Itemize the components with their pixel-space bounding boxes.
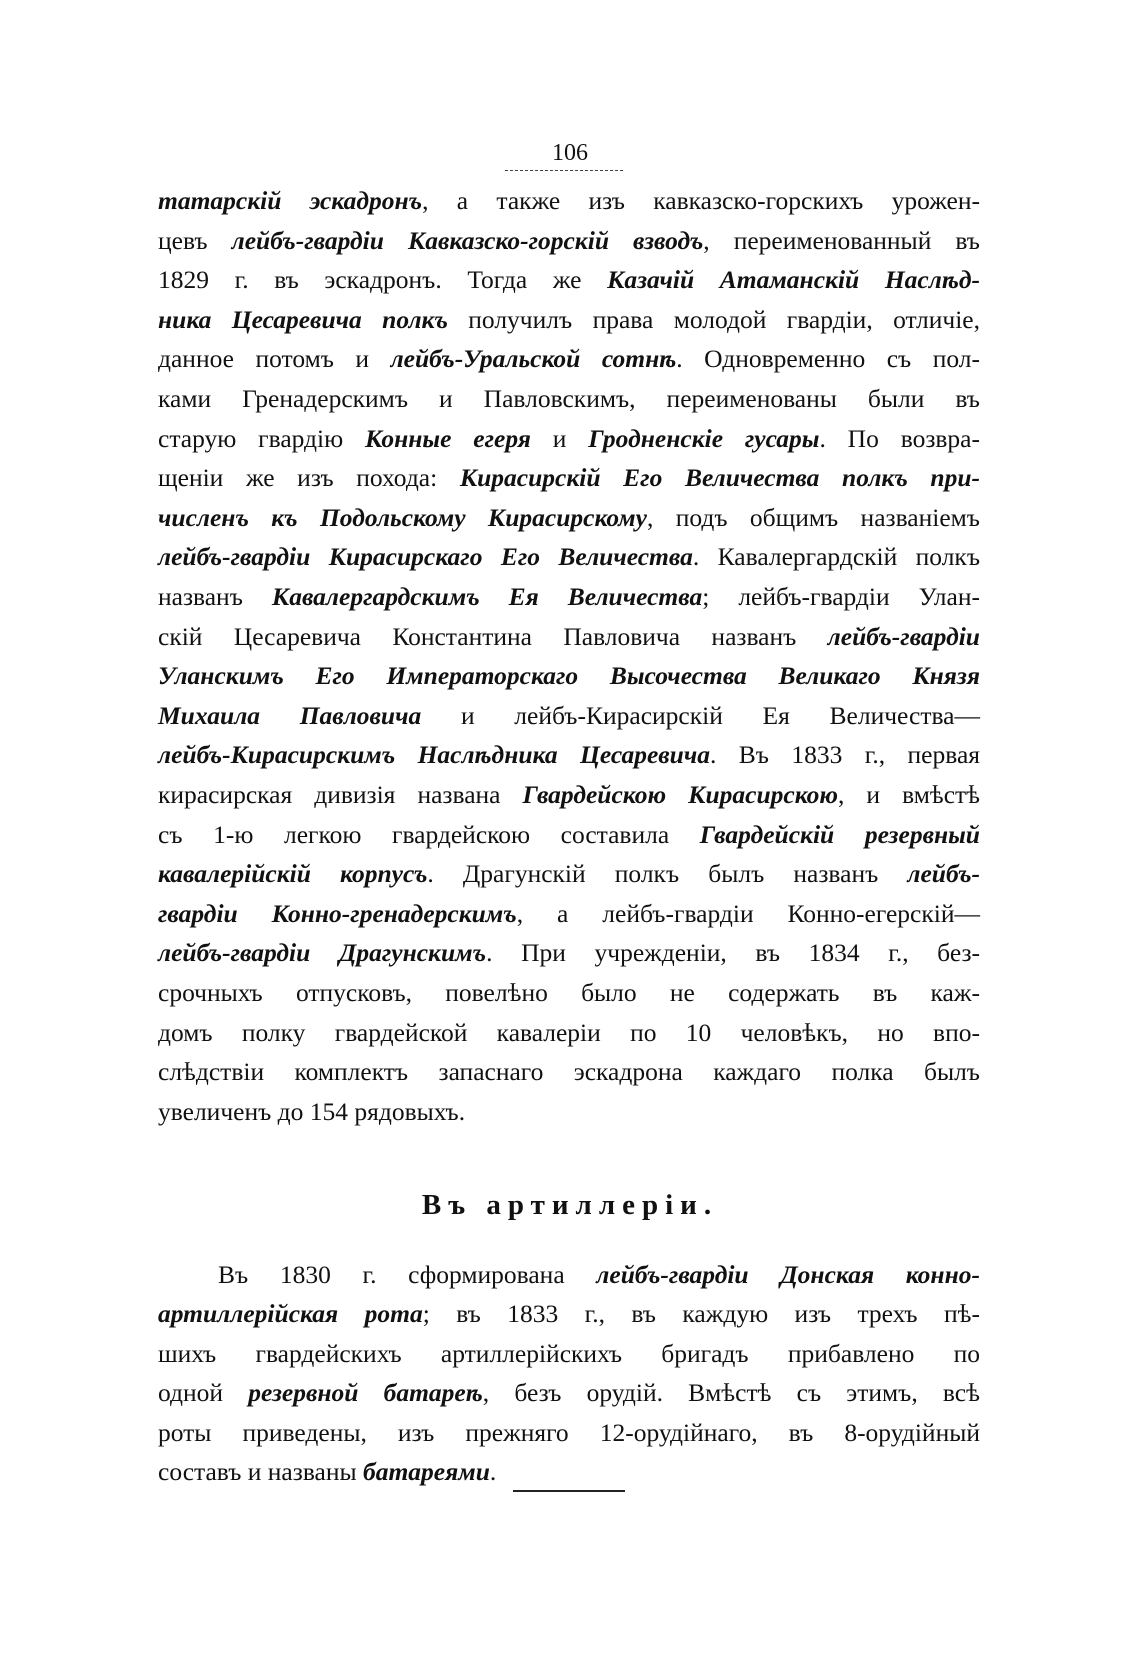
text-line [158,657,980,695]
text-line [158,974,980,1012]
emphasis-text: Конные егеря [365,423,531,453]
text-run: получилъ права молодой гвардіи, отличіе, [447,304,980,334]
header-rule [505,170,623,171]
text-run: . Въ 1833 г., первая [710,740,980,770]
text-line [158,1414,980,1452]
text-line [158,222,980,260]
text-line [158,1256,980,1294]
emphasis-text: лейбъ-Кирасирскимъ Наслѣдника Цесаревича [158,740,710,770]
text-line [158,459,980,497]
text-run: шихъ гвардейскихъ артиллерійскихъ бригадъ прибавлено по [158,1338,980,1368]
emphasis-text: Казачій Атаманскій Наслѣд- [607,265,980,295]
text-run: составъ и названы [158,1457,363,1486]
emphasis-text: гвардіи Конно-гренадерскимъ [158,898,517,928]
text-line [158,816,980,854]
text-line [158,618,980,656]
text-run: слѣдствіи комплектъ запаснаго эскадрона каждаго полка былъ [158,1057,980,1087]
emphasis-text: лейбъ-гвардіи Кирасирскаго Его Величества [158,542,693,572]
text-line [158,855,980,893]
text-run: , а лейбъ-гвардіи Конно-егерскій— [516,898,980,928]
emphasis-text: лейбъ-гвардіи Кавказско-горскій взводъ [231,225,704,255]
emphasis-text: татарскій эскадронъ [158,186,423,215]
emphasis-text: Гродненскіе гусары [588,423,820,453]
text-line [158,380,980,418]
emphasis-text: Михаила Павловича [158,700,422,730]
text-run: роты приведены, изъ прежняго 12-орудійнаго, въ 8-орудійный [158,1417,980,1447]
text-line [158,301,980,339]
text-line [158,1053,980,1091]
text-line [158,1014,980,1052]
text-run: Въ 1830 г. сформирована [218,1260,597,1289]
emphasis-text: лейбъ-гвардіи Драгунскимъ [158,938,487,968]
text-run: съ 1-ю легкою гвардейскою составила [158,819,700,849]
text-run: , подъ общимъ названіемъ [646,502,980,532]
text-run: одной [158,1378,249,1408]
text-run: , и вмѣстѣ [838,780,980,809]
text-run: домъ полку гвардейской кавалеріи по 10 человѣкъ, но впо- [158,1017,980,1047]
text-line [158,895,980,933]
text-line [158,1295,980,1333]
text-run: , а также изъ кавказско-горскихъ урожен- [422,186,980,215]
text-run: скій Цесаревича Константина Павловича названъ [158,621,828,651]
text-run: , безъ орудій. Вмѣстѣ съ этимъ, всѣ [482,1378,980,1408]
emphasis-text: лейбъ-Уральской сотнѣ [390,344,677,374]
emphasis-text: батареями [363,1457,490,1486]
text-run: , переименованный въ [703,225,980,255]
text-run: . Одновременно съ пол- [676,344,980,374]
emphasis-text: Гвардейскій резервный [699,819,980,849]
section-heading: Въ артиллеріи. [421,1189,719,1221]
end-rule [513,1490,625,1492]
text-run: данное потомъ и [158,344,391,374]
text-run: щеніи же изъ похода: [158,463,460,493]
text-run: цевъ [158,225,232,255]
text-run: увеличенъ до 154 рядовыхъ. [158,1096,466,1126]
text-line [158,776,980,814]
page-number: 106 [552,140,588,166]
emphasis-text: кавалерійскій корпусъ [158,859,428,889]
text-line [158,934,980,972]
text-run: . Кавалергардскій полкъ [692,542,981,572]
text-run: ками Гренадерскимъ и Павловскимъ, переименованы были въ [158,384,980,413]
text-run: . Драгунскій полкъ былъ названъ [427,859,908,889]
text-line [158,578,980,616]
text-line [158,538,980,576]
text-line [158,340,980,378]
text-run: и лейбъ-Кирасирскій Ея Величества— [421,700,980,730]
emphasis-text: численъ къ Подольскому Кирасирскому [158,502,647,532]
text-run: . При учрежденіи, въ 1834 г., без- [486,938,981,968]
emphasis-text: лейбъ- [907,859,980,889]
text-line [158,736,980,774]
text-run: названъ [158,582,272,611]
text-run: срочныхъ отпусковъ, повелѣно было не содержать въ каж- [158,978,980,1007]
text-line [158,1374,980,1412]
text-run: . По возвра- [819,423,980,453]
emphasis-text: Уланскимъ Его Императорскаго Высочества Великаго Князя [158,661,980,691]
text-run: ; лейбъ-гвардіи Улан- [702,582,980,611]
emphasis-text: лейбъ-гвардіи Донская конно- [596,1260,980,1289]
text-run: 1829 г. въ эскадронъ. Тогда же [158,265,608,295]
text-line [158,1335,980,1373]
text-run: кирасирская дивизія названа [158,780,523,809]
emphasis-text: Кавалергардскимъ Ея Величества [271,582,703,611]
emphasis-text: лейбъ-гвардіи [827,621,980,651]
text-line [158,182,980,220]
text-line [158,261,980,299]
emphasis-text: Гвардейскою Кирасирскою [522,780,839,809]
emphasis-text: артиллерійская рота [158,1299,423,1329]
text-run: . [489,1457,497,1486]
text-line [158,1093,980,1131]
text-line [158,1453,980,1491]
text-line [158,499,980,537]
emphasis-text: ника Цесаревича полкъ [158,304,448,334]
text-run: старую гвардію [158,423,366,453]
text-run: ; въ 1833 г., въ каждую изъ трехъ пѣ- [422,1299,981,1329]
emphasis-text: Кирасирскій Его Величества полкъ при- [459,463,980,493]
text-line [158,420,980,458]
text-line [158,697,980,735]
text-run: и [530,423,589,453]
emphasis-text: резервной батареѣ [248,1378,483,1408]
